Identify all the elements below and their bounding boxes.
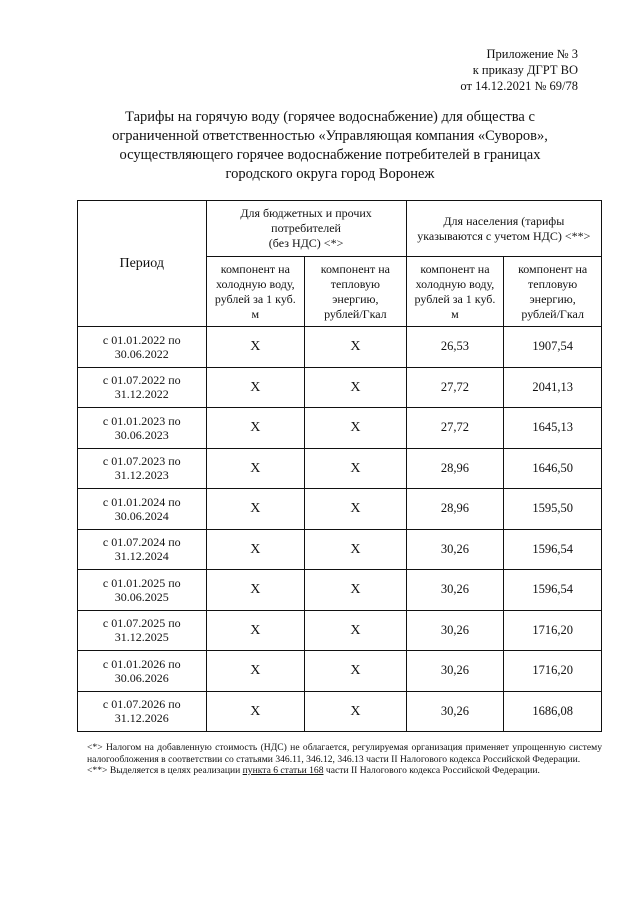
table-row bbox=[78, 610, 602, 651]
period-to: 30.06.2025 bbox=[114, 589, 169, 604]
footnote-2-link[interactable]: пункта 6 статьи 168 bbox=[242, 765, 324, 776]
period-from: с 01.07.2022 по bbox=[102, 373, 181, 388]
footnote-2 bbox=[87, 765, 602, 777]
footnote-2-end: части II Налогового кодекса Российской Федерации. bbox=[325, 765, 540, 776]
appendix-line-2: к приказу ДГРТ ВО bbox=[472, 63, 578, 77]
heat-energy-line-2: тепловую bbox=[330, 276, 380, 291]
period-from: с 01.01.2022 по bbox=[102, 332, 181, 347]
period-to: 31.12.2025 bbox=[114, 630, 169, 645]
budget-heat-energy-cell: Х bbox=[305, 408, 407, 449]
heat-energy-line-4: рублей/Гкал bbox=[521, 306, 584, 321]
population-heat-energy-cell: 1907,54 bbox=[504, 327, 602, 368]
period-to: 30.06.2023 bbox=[114, 427, 169, 442]
period-to: 30.06.2026 bbox=[114, 670, 169, 685]
population-heat-energy-cell: 2041,13 bbox=[504, 367, 602, 408]
period-from: с 01.01.2025 по bbox=[102, 575, 181, 590]
cold-water-line-3: рублей за 1 куб. bbox=[414, 291, 496, 306]
budget-header-line-2: потребителей bbox=[271, 221, 341, 235]
table-row bbox=[78, 651, 602, 692]
period-from: с 01.07.2023 по bbox=[102, 454, 181, 469]
period-header: Период bbox=[78, 201, 207, 327]
population-heat-energy-cell: 1716,20 bbox=[504, 651, 602, 692]
heat-energy-line-4: рублей/Гкал bbox=[324, 306, 387, 321]
appendix-line-1: Приложение № 3 bbox=[486, 47, 578, 61]
period-to: 31.12.2022 bbox=[114, 387, 169, 402]
budget-cold-water-cell: Х bbox=[206, 529, 305, 570]
population-cold-water-cell: 30,26 bbox=[406, 610, 504, 651]
appendix-header bbox=[460, 46, 578, 94]
budget-cold-water-cell: Х bbox=[206, 691, 305, 732]
population-cold-water-cell: 30,26 bbox=[406, 529, 504, 570]
population-cold-water-cell: 30,26 bbox=[406, 651, 504, 692]
budget-heat-energy-cell: Х bbox=[305, 489, 407, 530]
population-heat-energy-cell: 1686,08 bbox=[504, 691, 602, 732]
cold-water-line-1: компонент на bbox=[220, 261, 290, 276]
document-title bbox=[60, 108, 600, 184]
title-line-1: Тарифы на горячую воду (горячее водоснабжение) для общества с bbox=[125, 109, 535, 125]
budget-heat-energy-cell: Х bbox=[305, 529, 407, 570]
table-row bbox=[78, 367, 602, 408]
cold-water-line-4: м bbox=[251, 306, 260, 321]
cold-water-line-2: холодную воду, bbox=[215, 276, 295, 291]
population-cold-water-cell: 30,26 bbox=[406, 570, 504, 611]
population-heat-energy-cell: 1595,50 bbox=[504, 489, 602, 530]
heat-energy-line-2: тепловую bbox=[528, 276, 578, 291]
budget-heat-energy-cell: Х bbox=[305, 367, 407, 408]
budget-cold-water-cell: Х bbox=[206, 651, 305, 692]
heat-energy-line-3: энергию, bbox=[332, 291, 379, 306]
budget-cold-water-cell: Х bbox=[206, 327, 305, 368]
population-header-line-1: Для населения (тарифы bbox=[443, 213, 565, 228]
population-heat-energy-header bbox=[504, 257, 602, 327]
period-from: с 01.07.2024 по bbox=[102, 535, 181, 550]
population-cold-water-cell: 30,26 bbox=[406, 691, 504, 732]
population-heat-energy-cell: 1596,54 bbox=[504, 529, 602, 570]
population-cold-water-header bbox=[406, 257, 504, 327]
budget-consumers-header bbox=[206, 201, 406, 257]
period-to: 31.12.2024 bbox=[114, 549, 169, 564]
population-heat-energy-cell: 1645,13 bbox=[504, 408, 602, 449]
period-from: с 01.01.2024 по bbox=[102, 494, 181, 509]
budget-heat-energy-cell: Х bbox=[305, 327, 407, 368]
period-from: с 01.07.2025 по bbox=[102, 616, 181, 631]
period-cell bbox=[78, 570, 207, 611]
population-cold-water-cell: 27,72 bbox=[406, 367, 504, 408]
period-cell bbox=[78, 489, 207, 530]
period-cell bbox=[78, 367, 207, 408]
budget-heat-energy-cell: Х bbox=[305, 691, 407, 732]
budget-cold-water-cell: Х bbox=[206, 610, 305, 651]
population-cold-water-cell: 28,96 bbox=[406, 489, 504, 530]
title-line-2: ограниченной ответственностью «Управляющая компания «Суворов», bbox=[112, 128, 548, 144]
budget-heat-energy-cell: Х bbox=[305, 448, 407, 489]
table-row bbox=[78, 570, 602, 611]
budget-cold-water-cell: Х bbox=[206, 570, 305, 611]
table-row bbox=[78, 408, 602, 449]
tariff-table bbox=[77, 200, 602, 732]
population-header-line-2: указываются с учетом НДС) <**> bbox=[417, 228, 591, 243]
footnote-2-start: <**> Выделяется в целях реализации bbox=[87, 765, 241, 776]
period-from: с 01.01.2026 по bbox=[102, 656, 181, 671]
budget-cold-water-cell: Х bbox=[206, 489, 305, 530]
population-cold-water-cell: 26,53 bbox=[406, 327, 504, 368]
budget-cold-water-cell: Х bbox=[206, 448, 305, 489]
budget-header-line-3: (без НДС) <*> bbox=[268, 236, 344, 250]
period-to: 30.06.2024 bbox=[114, 508, 169, 523]
period-cell bbox=[78, 408, 207, 449]
table-row bbox=[78, 529, 602, 570]
table-header-row-1 bbox=[78, 201, 602, 257]
title-line-4: городского округа город Воронеж bbox=[225, 166, 435, 182]
population-heat-energy-cell: 1596,54 bbox=[504, 570, 602, 611]
table-row bbox=[78, 448, 602, 489]
population-heat-energy-cell: 1646,50 bbox=[504, 448, 602, 489]
population-cold-water-cell: 28,96 bbox=[406, 448, 504, 489]
period-cell bbox=[78, 448, 207, 489]
appendix-line-3: от 14.12.2021 № 69/78 bbox=[460, 79, 578, 93]
budget-cold-water-header bbox=[206, 257, 305, 327]
table-row bbox=[78, 691, 602, 732]
population-cold-water-cell: 27,72 bbox=[406, 408, 504, 449]
footnote-1: <*> Налогом на добавленную стоимость (НДС) не облагается, регулируемая организация применяет упрощенную систему налогообложения в соответствии со статьями 346.11, 346.12, 346.13 части II Налогового кодекса Российской Федерации. bbox=[87, 742, 602, 765]
budget-cold-water-cell: Х bbox=[206, 367, 305, 408]
period-from: с 01.01.2023 по bbox=[102, 413, 181, 428]
population-heat-energy-cell: 1716,20 bbox=[504, 610, 602, 651]
period-from: с 01.07.2026 по bbox=[102, 697, 181, 712]
period-to: 31.12.2023 bbox=[114, 468, 169, 483]
period-cell bbox=[78, 651, 207, 692]
budget-header-line-1: Для бюджетных и прочих bbox=[240, 206, 372, 220]
budget-heat-energy-header bbox=[305, 257, 407, 327]
heat-energy-line-1: компонент на bbox=[320, 261, 390, 276]
period-cell bbox=[78, 610, 207, 651]
heat-energy-line-3: энергию, bbox=[529, 291, 576, 306]
cold-water-line-1: компонент на bbox=[420, 261, 490, 276]
population-header bbox=[406, 201, 601, 257]
budget-heat-energy-cell: Х bbox=[305, 651, 407, 692]
budget-heat-energy-cell: Х bbox=[305, 570, 407, 611]
tariff-rows bbox=[78, 327, 602, 732]
footnotes bbox=[87, 742, 602, 777]
period-cell bbox=[78, 327, 207, 368]
cold-water-line-3: рублей за 1 куб. bbox=[214, 291, 296, 306]
period-to: 30.06.2022 bbox=[114, 346, 169, 361]
table-row bbox=[78, 327, 602, 368]
budget-cold-water-cell: Х bbox=[206, 408, 305, 449]
period-cell bbox=[78, 691, 207, 732]
budget-heat-energy-cell: Х bbox=[305, 610, 407, 651]
heat-energy-line-1: компонент на bbox=[518, 261, 588, 276]
cold-water-line-4: м bbox=[451, 306, 459, 321]
table-row bbox=[78, 489, 602, 530]
period-to: 31.12.2026 bbox=[114, 711, 169, 726]
period-cell bbox=[78, 529, 207, 570]
cold-water-line-2: холодную воду, bbox=[415, 276, 495, 291]
title-line-3: осуществляющего горячее водоснабжение потребителей в границах bbox=[119, 147, 541, 163]
